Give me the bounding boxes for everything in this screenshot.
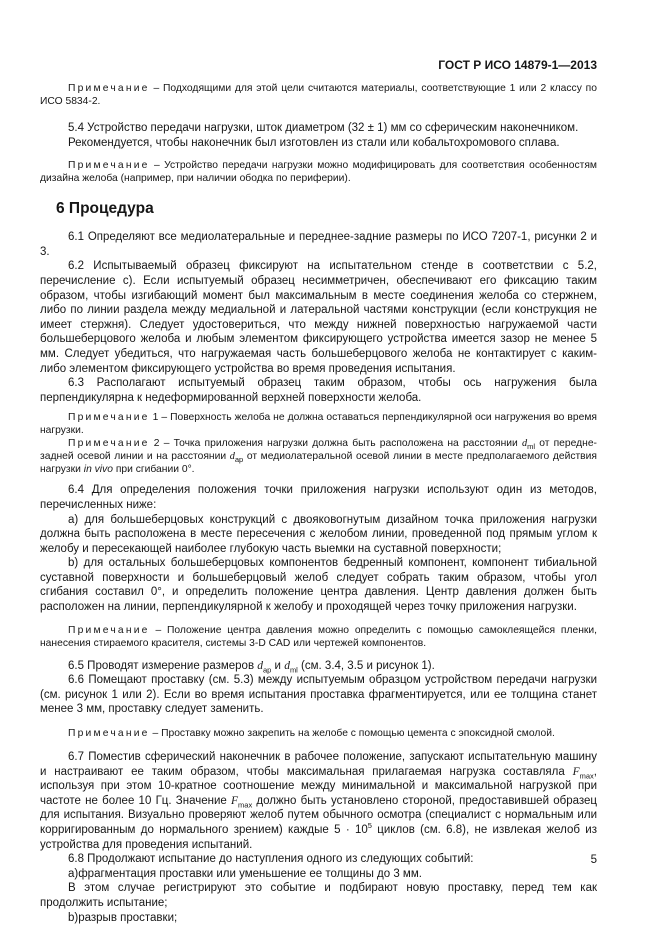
paragraph-6-7 <box>40 750 597 852</box>
note-number: 1 <box>152 412 159 424</box>
paragraph-6-3: 6.3 Располагают испытуемый образец таким образом, чтобы ось нагружения была перпендикулярна к недеформированной верхней поверхности желоба. <box>40 377 597 404</box>
note-text: – Поверхность желоба не должна оставаться перпендикулярной оси нагружения во время нагрузки. <box>40 412 597 437</box>
body-text: циклов (см. 6.8), не извлекая желоб из устройства для проведения испытаний. <box>40 824 597 851</box>
paragraph-6-8: 6.8 Продолжают испытание до наступления одного из следующих событий: <box>68 853 474 866</box>
exponent: 5 <box>367 821 372 831</box>
note-pressure-center <box>40 624 597 650</box>
note-text: – Положение центра давления можно определить с помощью самоклеящейся пленки, нанесения стираемого красителя, системы 3-D CAD или чертежей компонентов. <box>40 624 597 649</box>
note-1 <box>40 411 597 437</box>
note-text: от медиолатеральной осевой линии в месте предполагаемого действия нагрузки <box>40 451 597 476</box>
note-label: Примечание <box>68 624 150 636</box>
list-item-6-4-a: a) для большеберцовых конструкций с двояковогнутым дизайном точка приложения нагрузки должна быть расположена в месте пересечения с желобом линии, проведенной под прямым углом к желобу и пересекающей наиболее глубокую часть выемки на суставной поверхности; <box>40 513 597 555</box>
note-label: Примечание <box>68 160 150 172</box>
note-label: Примечание <box>68 728 150 740</box>
note-spacer <box>40 727 597 740</box>
paragraph-6-8-continuation: В этом случае регистрируют это событие и подбирают новую проставку, перед тем как продолжить испытание; <box>40 882 597 909</box>
list-item-6-4-b: b) для остальных большеберцовых компонентов бедренный компонент, компонент тибиальной суставной поверхности и большеберцовый желоб следует собрать таким образом, чтобы угол сгибания составил 0°, и определить положение центра давления. Центр давления должен быть расположен на линии, перпендикулярной к желобу и проходящей через точку приложения нагрузки. <box>40 557 597 614</box>
paragraph-6-1: 6.1 Определяют все медиолатеральные и переднее-задние размеры по ИСО 7207-1, рисунки 2 и 3. <box>40 231 597 258</box>
var-fmax-subscript: max <box>238 800 253 810</box>
var-dap-subscript: ap <box>263 664 272 674</box>
list-item-6-8-b: b)разрыв проставки; <box>68 911 178 924</box>
doc-code-header: ГОСТ Р ИСО 14879-1—2013 <box>438 58 597 72</box>
note-text: – Точка приложения нагрузки должна быть расположена на расстоянии <box>163 438 522 450</box>
body-text: , используя при этом 10-кратное соотношение между минимальной и максимальной нагрузкой при частоте не более 10 Гц. Значение <box>40 765 597 807</box>
latin-term-in-vivo: in vivo <box>83 464 113 476</box>
var-dml: d <box>521 438 528 450</box>
var-dap: d <box>257 659 264 672</box>
var-fmax-subscript: max <box>579 770 594 780</box>
paragraph-5-4: 5.4 Устройство передачи нагрузки, шток диаметром (32 ± 1) мм со сферическим наконечником. <box>68 122 579 134</box>
note-text: при сгибании 0°. <box>112 464 195 476</box>
paragraph-6-6: 6.6 Помещают проставку (см. 5.3) между испытуемым образцом устройством передачи нагрузки (см. рисунок 1 или 2). Если во время испытания проставка фрагментируется, или ее толщина станет менее 3 мм, проставку следует заменить. <box>40 674 597 716</box>
note-2 <box>40 437 597 476</box>
paragraph-6-4: 6.4 Для определения положения точки приложения нагрузки используют один из методов, перечисленных ниже: <box>40 484 597 511</box>
body-text: 6.7 Поместив сферический наконечник в рабочее положение, запускают испытательную машину и настраивают ее таким образом, чтобы максимальная прилагаемая нагрузка составляла <box>40 751 597 778</box>
note-number: 2 <box>153 438 160 450</box>
note-label: Примечание <box>68 412 150 424</box>
page-number: 5 <box>590 854 597 866</box>
var-dml-subscript: ml <box>527 442 536 452</box>
var-dap-subscript: ap <box>234 455 244 465</box>
body-text: должно быть установлено стороной, предоставившей образец для испытания. Визуально проверяют желоб путем обычного осмотра (специалист с нормальным или корригированным до нормального зрением) каждые 5 · 10 <box>40 794 597 836</box>
note-materials <box>40 82 597 108</box>
section-6-heading: 6 Процедура <box>56 200 154 218</box>
var-fmax: F <box>572 765 580 778</box>
var-dml: d <box>284 659 290 672</box>
note-text: – Проставку можно закрепить на желобе с помощью цемента с эпоксидной смолой. <box>152 728 555 740</box>
note-text: от передне-задней осевой линии и на расстоянии <box>40 438 597 463</box>
note-text: – Устройство передачи нагрузки можно модифицировать для соответствия особенностям дизайна желоба (например, при наличии ободка по периферии). <box>40 160 597 185</box>
paragraph-5-4-recommendation: Рекомендуется, чтобы наконечник был изготовлен из стали или кобальтохромового сплава. <box>68 136 560 149</box>
note-text: – Подходящими для этой цели считаются материалы, соответствующие 1 или 2 классу по ИСО 5834-2. <box>40 83 597 107</box>
var-fmax: F <box>231 794 239 807</box>
paragraph-6-5 <box>40 659 597 674</box>
note-device <box>40 159 597 185</box>
note-label: Примечание <box>68 438 150 450</box>
body-text: и <box>271 659 285 672</box>
var-dml-subscript: ml <box>289 664 298 674</box>
paragraph-6-2: 6.2 Испытываемый образец фиксируют на испытательном стенде в соответствии с 5.2, перечисление c). Если испытуемый образец несимметричен, обеспечивают его фиксацию таким образом, чтобы изгибающий момент был максимальным в месте соединения желоба со стержнем, либо по линии раздела между медиальной и латеральной частями конструкции (если конструкция не имеет стержня). Следует удостовериться, что между нижней поверхностью нагружаемой части большеберцового желоба и любым элементом фиксирующего устройства имеется зазор не менее 5 мм. Следует убедиться, что нагружаемая часть большеберцового желоба не контактирует с каким-либо элементом фиксирующего устройства во время проведения испытания. <box>40 260 597 375</box>
list-item-6-8-a: a)фрагментация проставки или уменьшение ее толщины до 3 мм. <box>68 867 422 880</box>
body-text: 6.5 Проводят измерение размеров <box>68 659 258 672</box>
var-dap: d <box>229 451 235 463</box>
body-text: (см. 3.4, 3.5 и рисунок 1). <box>297 659 435 672</box>
note-label: Примечание <box>68 83 150 94</box>
